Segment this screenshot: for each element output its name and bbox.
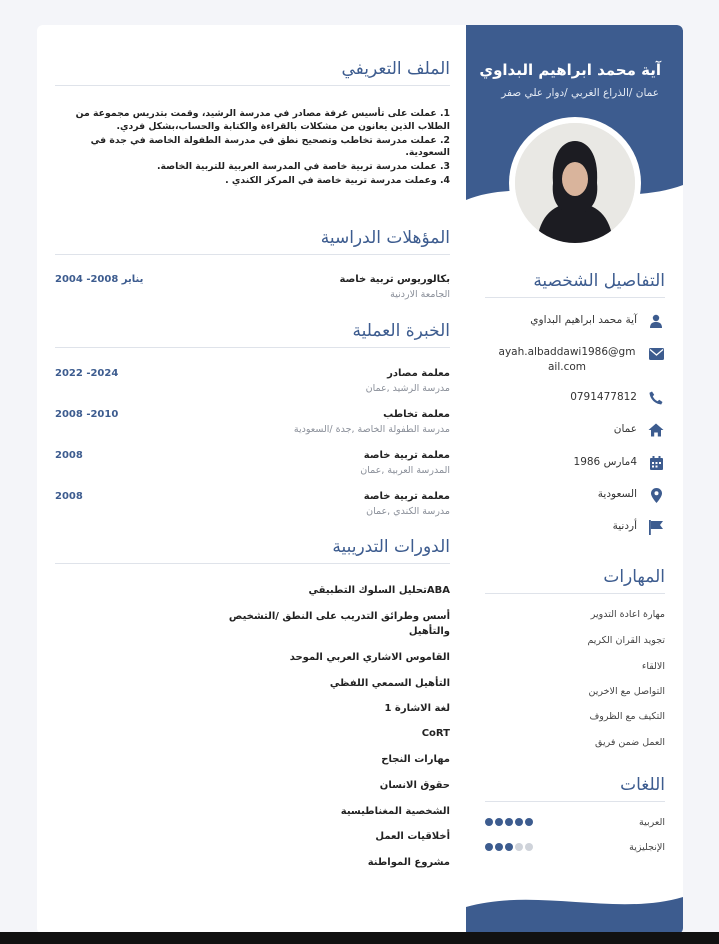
entry-date: 2022 -2024 (55, 368, 119, 379)
languages-heading: اللغات (485, 775, 665, 802)
detail-location-text: السعودية (597, 488, 637, 501)
candidate-name: آية محمد ابراهيم البداوي (479, 61, 661, 79)
courses-heading: الدورات التدريبية (55, 537, 450, 564)
entry-title: بكالوريوس تربية خاصة (339, 274, 450, 285)
profile-item: 3. عملت مدرسة تربية خاصة في المدرسة العربية للتربية الخاصة. (157, 161, 450, 173)
experience-entry (55, 409, 450, 441)
language-name: العربية (639, 816, 665, 828)
detail-row-name (483, 311, 665, 331)
profile-heading: الملف التعريفي (55, 59, 450, 86)
skill-item: العمل ضمن فريق (595, 737, 665, 748)
detail-name-text: آية محمد ابراهيم البداوي (530, 314, 637, 327)
entry-title: معلمة تربية خاصة (363, 491, 450, 502)
entry-subtitle: الجامعة الاردنية (390, 289, 450, 300)
skill-item: التواصل مع الاخرين (588, 686, 665, 697)
detail-row-birthdate (483, 453, 665, 473)
course-item: لغة الاشارة 1 (384, 703, 450, 714)
email-icon (647, 345, 665, 363)
course-item: القاموس الاشاري العربي الموحد (289, 652, 450, 663)
course-item: الشخصية المغناطيسية (340, 806, 450, 817)
calendar-icon (647, 454, 665, 472)
skill-item: مهارة اعادة التدوير (590, 609, 665, 620)
detail-nationality-text: أردنية (612, 520, 637, 533)
main-column (37, 25, 466, 934)
profile-item: 4. وعملت مدرسة تربية خاصة في المركز الكندي . (225, 175, 450, 187)
profile-item: 2. عملت مدرسة تخاطب وتصحيح نطق في مدرسة الطفولة الخاصة في جدة في السعودية. (90, 134, 450, 159)
entry-title: معلمة تربية خاصة (363, 450, 450, 461)
person-icon (647, 312, 665, 330)
entry-subtitle: المدرسة العربية ,عمان (360, 465, 450, 476)
profile-item: 1. عملت على تأسيس غرفة مصادر في مدرسة الرشيد، وقمت بتدريس مجموعة من الطلاب الذين يعانون من مشكلات بالقراءة والكتابة والحساب،بشكل فردي. (75, 108, 450, 132)
language-level-dots (485, 818, 533, 826)
level-dot (505, 818, 513, 826)
course-item: التأهيل السمعي اللفظي (329, 678, 450, 689)
entry-title: معلمة مصادر (387, 368, 450, 379)
language-level-dots (485, 843, 533, 851)
detail-row-location (483, 485, 665, 505)
language-row-english (485, 840, 665, 854)
entry-subtitle: مدرسة الكندي ,عمان (366, 506, 450, 517)
level-dot (485, 818, 493, 826)
language-name: الإنجليزية (629, 841, 665, 853)
entry-date: 2004 -يناير 2008 (55, 274, 144, 285)
level-dot (515, 818, 523, 826)
profile-photo (509, 117, 641, 249)
skill-item: التكيف مع الظروف (589, 711, 665, 722)
detail-birthdate-text: 4مارس 1986 (573, 456, 637, 469)
level-dot (505, 843, 513, 851)
entry-date: 2008 (55, 491, 83, 502)
course-item: أسس وطرائق التدريب على النطق /التشخيص والتأهيل (228, 611, 450, 637)
profile-list (55, 108, 450, 189)
detail-row-nationality (483, 517, 665, 537)
entry-subtitle: مدرسة الرشيد ,عمان (365, 383, 450, 394)
course-item: مشروع المواطنة (367, 857, 450, 868)
footer-wave (466, 889, 683, 934)
experience-entry (55, 450, 450, 482)
skill-item: تجويد القران الكريم (587, 635, 665, 646)
education-entry (55, 274, 450, 306)
course-item: مهارات النجاح (381, 754, 450, 765)
detail-email-text[interactable]: ayah.albaddawi1986@gmail.com (498, 346, 636, 374)
personal-details-heading: التفاصيل الشخصية (485, 271, 665, 298)
course-item: ABAتحليل السلوك التطبيقي (308, 585, 450, 596)
level-dot (495, 843, 503, 851)
skills-heading: المهارات (485, 567, 665, 594)
detail-row-email (483, 345, 665, 379)
experience-entry (55, 368, 450, 400)
detail-city-text: عمان (613, 423, 637, 436)
language-row-arabic (485, 815, 665, 829)
flag-icon (647, 518, 665, 536)
education-heading: المؤهلات الدراسية (55, 228, 450, 255)
detail-row-city (483, 420, 665, 440)
experience-entry (55, 491, 450, 523)
course-item: حقوق الانسان (379, 780, 450, 791)
candidate-address: عمان /الذراع الغربي /دوار علي صفر (501, 87, 659, 99)
level-dot (525, 843, 533, 851)
entry-title: معلمة تخاطب (383, 409, 450, 420)
course-item: CoRT (421, 728, 450, 739)
screen-bottom-bar (0, 932, 719, 944)
level-dot (525, 818, 533, 826)
location-icon (647, 486, 665, 504)
phone-icon (647, 389, 665, 407)
level-dot (515, 843, 523, 851)
detail-phone-text[interactable]: 0791477812 (570, 391, 637, 404)
entry-date: 2008 (55, 450, 83, 461)
level-dot (495, 818, 503, 826)
home-icon (647, 421, 665, 439)
resume-page (37, 25, 683, 934)
course-item: أخلاقيات العمل (375, 831, 450, 842)
skill-item: الالقاء (641, 661, 665, 672)
entry-subtitle: مدرسة الطفولة الخاصة ,جدة /السعودية (293, 424, 450, 435)
sidebar (466, 25, 683, 934)
level-dot (485, 843, 493, 851)
experience-heading: الخبرة العملية (55, 321, 450, 348)
detail-row-phone (483, 388, 665, 408)
entry-date: 2008 -2010 (55, 409, 119, 420)
